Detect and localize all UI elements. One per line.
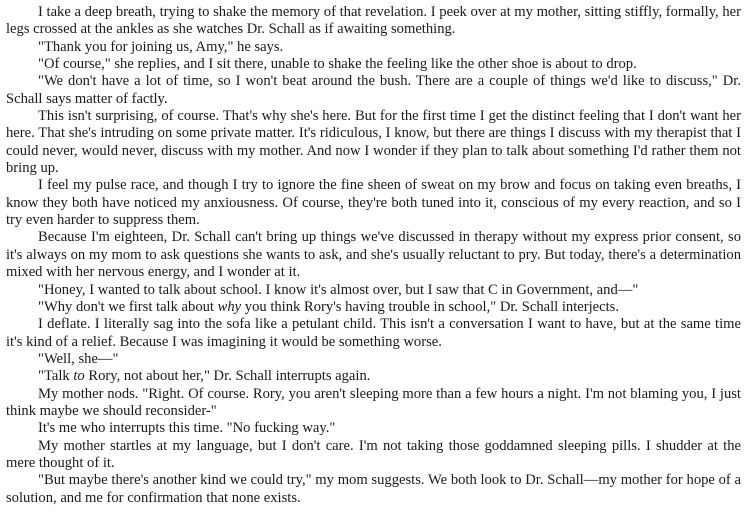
paragraph (6, 316, 741, 351)
paragraph-text: This isn't surprising, of course. That's why she's here. But for the first time I get the distinct feeling that I don't want her here. That she's intruding on some private matter. It's ridiculous, I know, but there are things I discuss with my therapist that I could never, would never, discuss with my mother. And now I wonder if they plan to talk about something I'd rather them not bring up. (6, 108, 741, 177)
paragraph (6, 299, 741, 316)
italic-emphasis: to (73, 368, 85, 385)
paragraph (6, 351, 741, 368)
paragraph-text: I deflate. I literally sag into the sofa like a petulant child. This isn't a conversation I want to have, but at the same time it's kind of a relief. Because I was imagining it would be something worse. (6, 316, 741, 350)
paragraph-text: My mother nods. "Right. Of course. Rory, you aren't sleeping more than a few hours a night. I'm not blaming you, I just think maybe we should reconsider-" (6, 385, 741, 419)
paragraph-text: I feel my pulse race, and though I try to ignore the fine sheen of sweat on my brow and focus on taking even breaths, I know they both have noticed my anxiousness. Of course, they're both tuned into it, conscious of my every reaction, and so I try even harder to suppress them. (6, 177, 741, 229)
paragraph-text: "Thank you for joining us, Amy," he says. (38, 38, 284, 55)
paragraph-text: you think Rory's having trouble in school," Dr. Schall interjects. (241, 298, 619, 315)
book-page (6, 4, 741, 507)
paragraph (6, 229, 741, 281)
paragraph-text: "But maybe there's another kind we could try," my mom suggests. We both look to Dr. Schall—my mother for hope of a solution, and me for confirmation that none exists. (6, 472, 741, 506)
italic-emphasis: why (217, 298, 242, 315)
paragraph-text: "We don't have a lot of time, so I won't beat around the bush. There are a couple of things we'd like to discuss," Dr. Schall says matter of factly. (6, 73, 741, 107)
paragraph (6, 73, 741, 108)
paragraph-text: I take a deep breath, trying to shake the memory of that revelation. I peek over at my mother, sitting stiffly, formally, her legs crossed at the ankles as she watches Dr. Schall as if awaiting something. (6, 4, 741, 38)
paragraph (6, 386, 741, 421)
paragraph-text: "Why don't we first talk about (38, 298, 218, 315)
paragraph (6, 39, 741, 56)
paragraph (6, 368, 741, 385)
paragraph-text: It's me who interrupts this time. "No fucking way." (38, 420, 336, 437)
paragraph-text: Rory, not about her," Dr. Schall interrupts again. (84, 368, 371, 385)
paragraph (6, 108, 741, 177)
paragraph (6, 177, 741, 229)
paragraph (6, 420, 741, 437)
paragraph (6, 4, 741, 39)
paragraph (6, 438, 741, 473)
paragraph-text: Because I'm eighteen, Dr. Schall can't bring up things we've discussed in therapy without my express prior consent, so it's always on my mom to ask questions she wants to ask, and she's usually reluctant to pry. But today, there's a determination mixed with her nervous energy, and I wonder at it. (6, 229, 741, 281)
paragraph (6, 472, 741, 507)
paragraph (6, 56, 741, 73)
paragraph-text: My mother startles at my language, but I don't care. I'm not taking those goddamned sleeping pills. I shudder at the mere thought of it. (6, 437, 741, 471)
paragraph-text: "Of course," she replies, and I sit there, unable to shake the feeling like the other shoe is about to drop. (38, 56, 637, 73)
paragraph-text: "Talk (38, 368, 74, 385)
paragraph (6, 282, 741, 299)
paragraph-text: "Well, she—" (38, 350, 119, 367)
paragraph-text: "Honey, I wanted to talk about school. I know it's almost over, but I saw that C in Government, and—" (38, 281, 639, 298)
